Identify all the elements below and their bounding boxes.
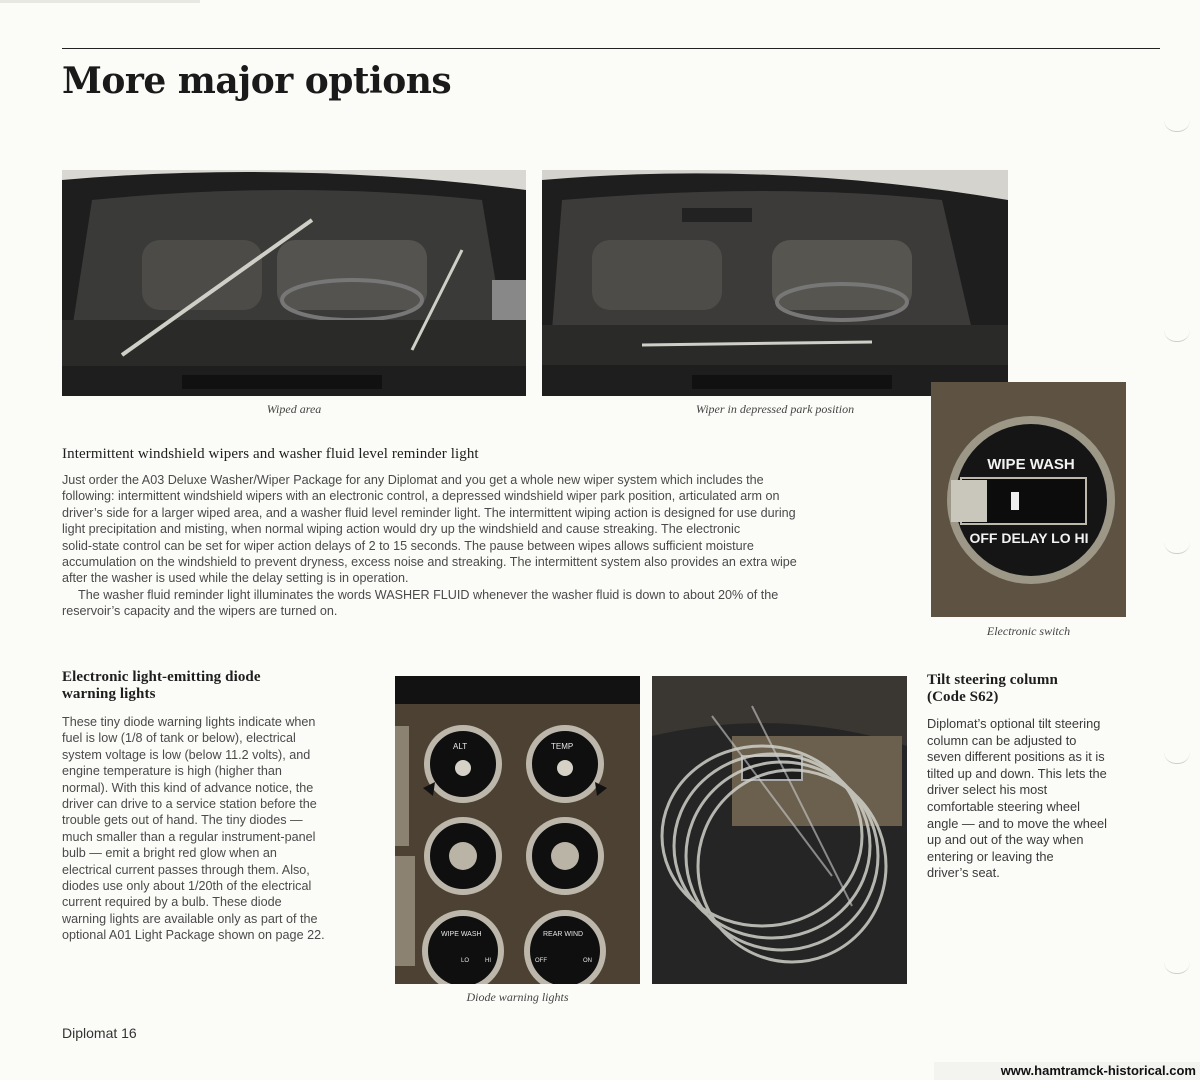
wipers-heading: Intermittent windshield wipers and washer fluid level reminder light xyxy=(62,446,479,462)
binder-hole-mark xyxy=(1164,752,1190,764)
diode-line: much smaller than a regular instrument-panel xyxy=(62,829,316,844)
wipers-line: accumulation on the windshield to prevent dryness, excess noise and streaking. The intermittent system also provides an extra wipe xyxy=(62,555,797,570)
binder-hole-mark xyxy=(1164,962,1190,974)
tilt-line: tilted up and down. This lets the xyxy=(927,765,1107,781)
tilt-heading-line: (Code S62) xyxy=(927,689,999,705)
tilt-line: entering or leaving the xyxy=(927,848,1054,864)
diode-line: fuel is low (1/8 of tank or below), electrical xyxy=(62,731,296,746)
tilt-heading xyxy=(927,672,1167,706)
switch-label-bottom: OFF DELAY LO HI xyxy=(969,530,1089,546)
tilt-line: comfortable steering wheel xyxy=(927,798,1080,814)
tilt-line: seven different positions as it is xyxy=(927,749,1105,765)
page-title: More major options xyxy=(62,60,452,102)
wipers-line: reservoir’s capacity and the wipers are turned on. xyxy=(62,604,338,619)
gauge-label-lo: LO xyxy=(461,958,470,964)
caption-electronic-switch: Electronic switch xyxy=(986,624,1071,638)
caption-diode-lights: Diode warning lights xyxy=(466,990,569,1004)
diode-line: diodes use only about 1/20th of the electrical xyxy=(62,879,312,894)
diode-line: trouble gets out of hand. The tiny diodes — xyxy=(62,813,303,828)
binder-hole-mark xyxy=(1164,542,1190,554)
tilt-heading-line: Tilt steering column xyxy=(927,672,1058,688)
wipers-line: after the washer is used while the delay setting is in operation. xyxy=(62,571,409,586)
switch-label-top: WIPE WASH xyxy=(987,456,1075,473)
diode-line: bulb — emit a bright red glow when an xyxy=(62,846,277,861)
diode-body xyxy=(62,714,372,944)
tilt-line: up and out of the way when xyxy=(927,832,1084,848)
caption-wiped-area: Wiped area xyxy=(266,402,322,416)
tilt-line: driver select his most xyxy=(927,782,1048,798)
diode-line: engine temperature is high (higher than xyxy=(62,764,282,779)
gauge-label-alt: ALT xyxy=(453,742,468,751)
tilt-line: Diplomat’s optional tilt steering xyxy=(927,716,1101,731)
wipers-line: Just order the A03 Deluxe Washer/Wiper Package for any Diplomat and you get a whole new wiper system which includes the xyxy=(62,473,764,487)
tilt-line: driver’s seat. xyxy=(927,865,1000,881)
tilt-line: column can be adjusted to xyxy=(927,732,1077,748)
top-rule xyxy=(62,48,1160,49)
diode-line: normal). With this kind of advance notice, the xyxy=(62,780,314,795)
tilt-body xyxy=(927,716,1157,882)
photo-wiped-area xyxy=(62,170,526,396)
wipers-line: following: intermittent windshield wipers with an electronic control, a depressed windshield wiper park position, articulated arm on xyxy=(62,489,780,504)
top-edge-mark xyxy=(0,0,200,3)
photo-tilt-column xyxy=(652,676,907,984)
photo-park-position xyxy=(542,170,1008,396)
gauge-label-rear: REAR WIND xyxy=(543,931,584,938)
wipers-body xyxy=(62,472,912,620)
wipers-line: driver’s side for a larger wiped area, and a washer fluid level reminder light. The intermittent wiping action is designed for use during xyxy=(62,505,796,520)
site-watermark: www.hamtramck-historical.com xyxy=(934,1062,1200,1080)
gauge-label-off: OFF xyxy=(535,958,547,964)
wipers-line: light precipitation and misting, when normal wiping action would dry up the windshield and cause streaking. The electronic xyxy=(62,522,741,537)
photo-diode-lights xyxy=(395,676,640,984)
gauge-label-wipe: WIPE WASH xyxy=(441,931,482,938)
wipers-line: The washer fluid reminder light illuminates the words WASHER FLUID whenever the washer fluid is down to about 20% of the xyxy=(78,587,779,602)
caption-park-position: Wiper in depressed park position xyxy=(695,402,855,416)
diode-line: driver can drive to a service station before the xyxy=(62,797,317,812)
binder-hole-mark xyxy=(1164,330,1190,342)
diode-line: These tiny diode warning lights indicate when xyxy=(62,715,316,729)
diode-heading-line: warning lights xyxy=(62,686,156,702)
wipers-line: solid-state control can be set for wiper action delays of 2 to 15 seconds. The pause between wipes allows sufficient moisture xyxy=(62,538,754,553)
diode-line: electrical current passes through them. Also, xyxy=(62,862,310,877)
gauge-label-temp: TEMP xyxy=(551,742,574,751)
binder-hole-mark xyxy=(1164,120,1190,132)
diode-line: optional A01 Light Package shown on page 22. xyxy=(62,928,325,943)
gauge-label-hi: HI xyxy=(485,958,491,964)
page-folio: Diplomat 16 xyxy=(62,1025,137,1041)
diode-heading-line: Electronic light-emitting diode xyxy=(62,669,261,685)
diode-line: system voltage is low (below 11.2 volts), and xyxy=(62,747,311,762)
diode-line: warning lights are available only as part of the xyxy=(62,911,318,926)
gauge-label-on: ON xyxy=(583,958,592,964)
photo-electronic-switch xyxy=(931,382,1126,617)
diode-heading xyxy=(62,669,362,703)
diode-line: current required by a bulb. These diode xyxy=(62,895,282,910)
tilt-line: angle — and to move the wheel xyxy=(927,815,1107,831)
